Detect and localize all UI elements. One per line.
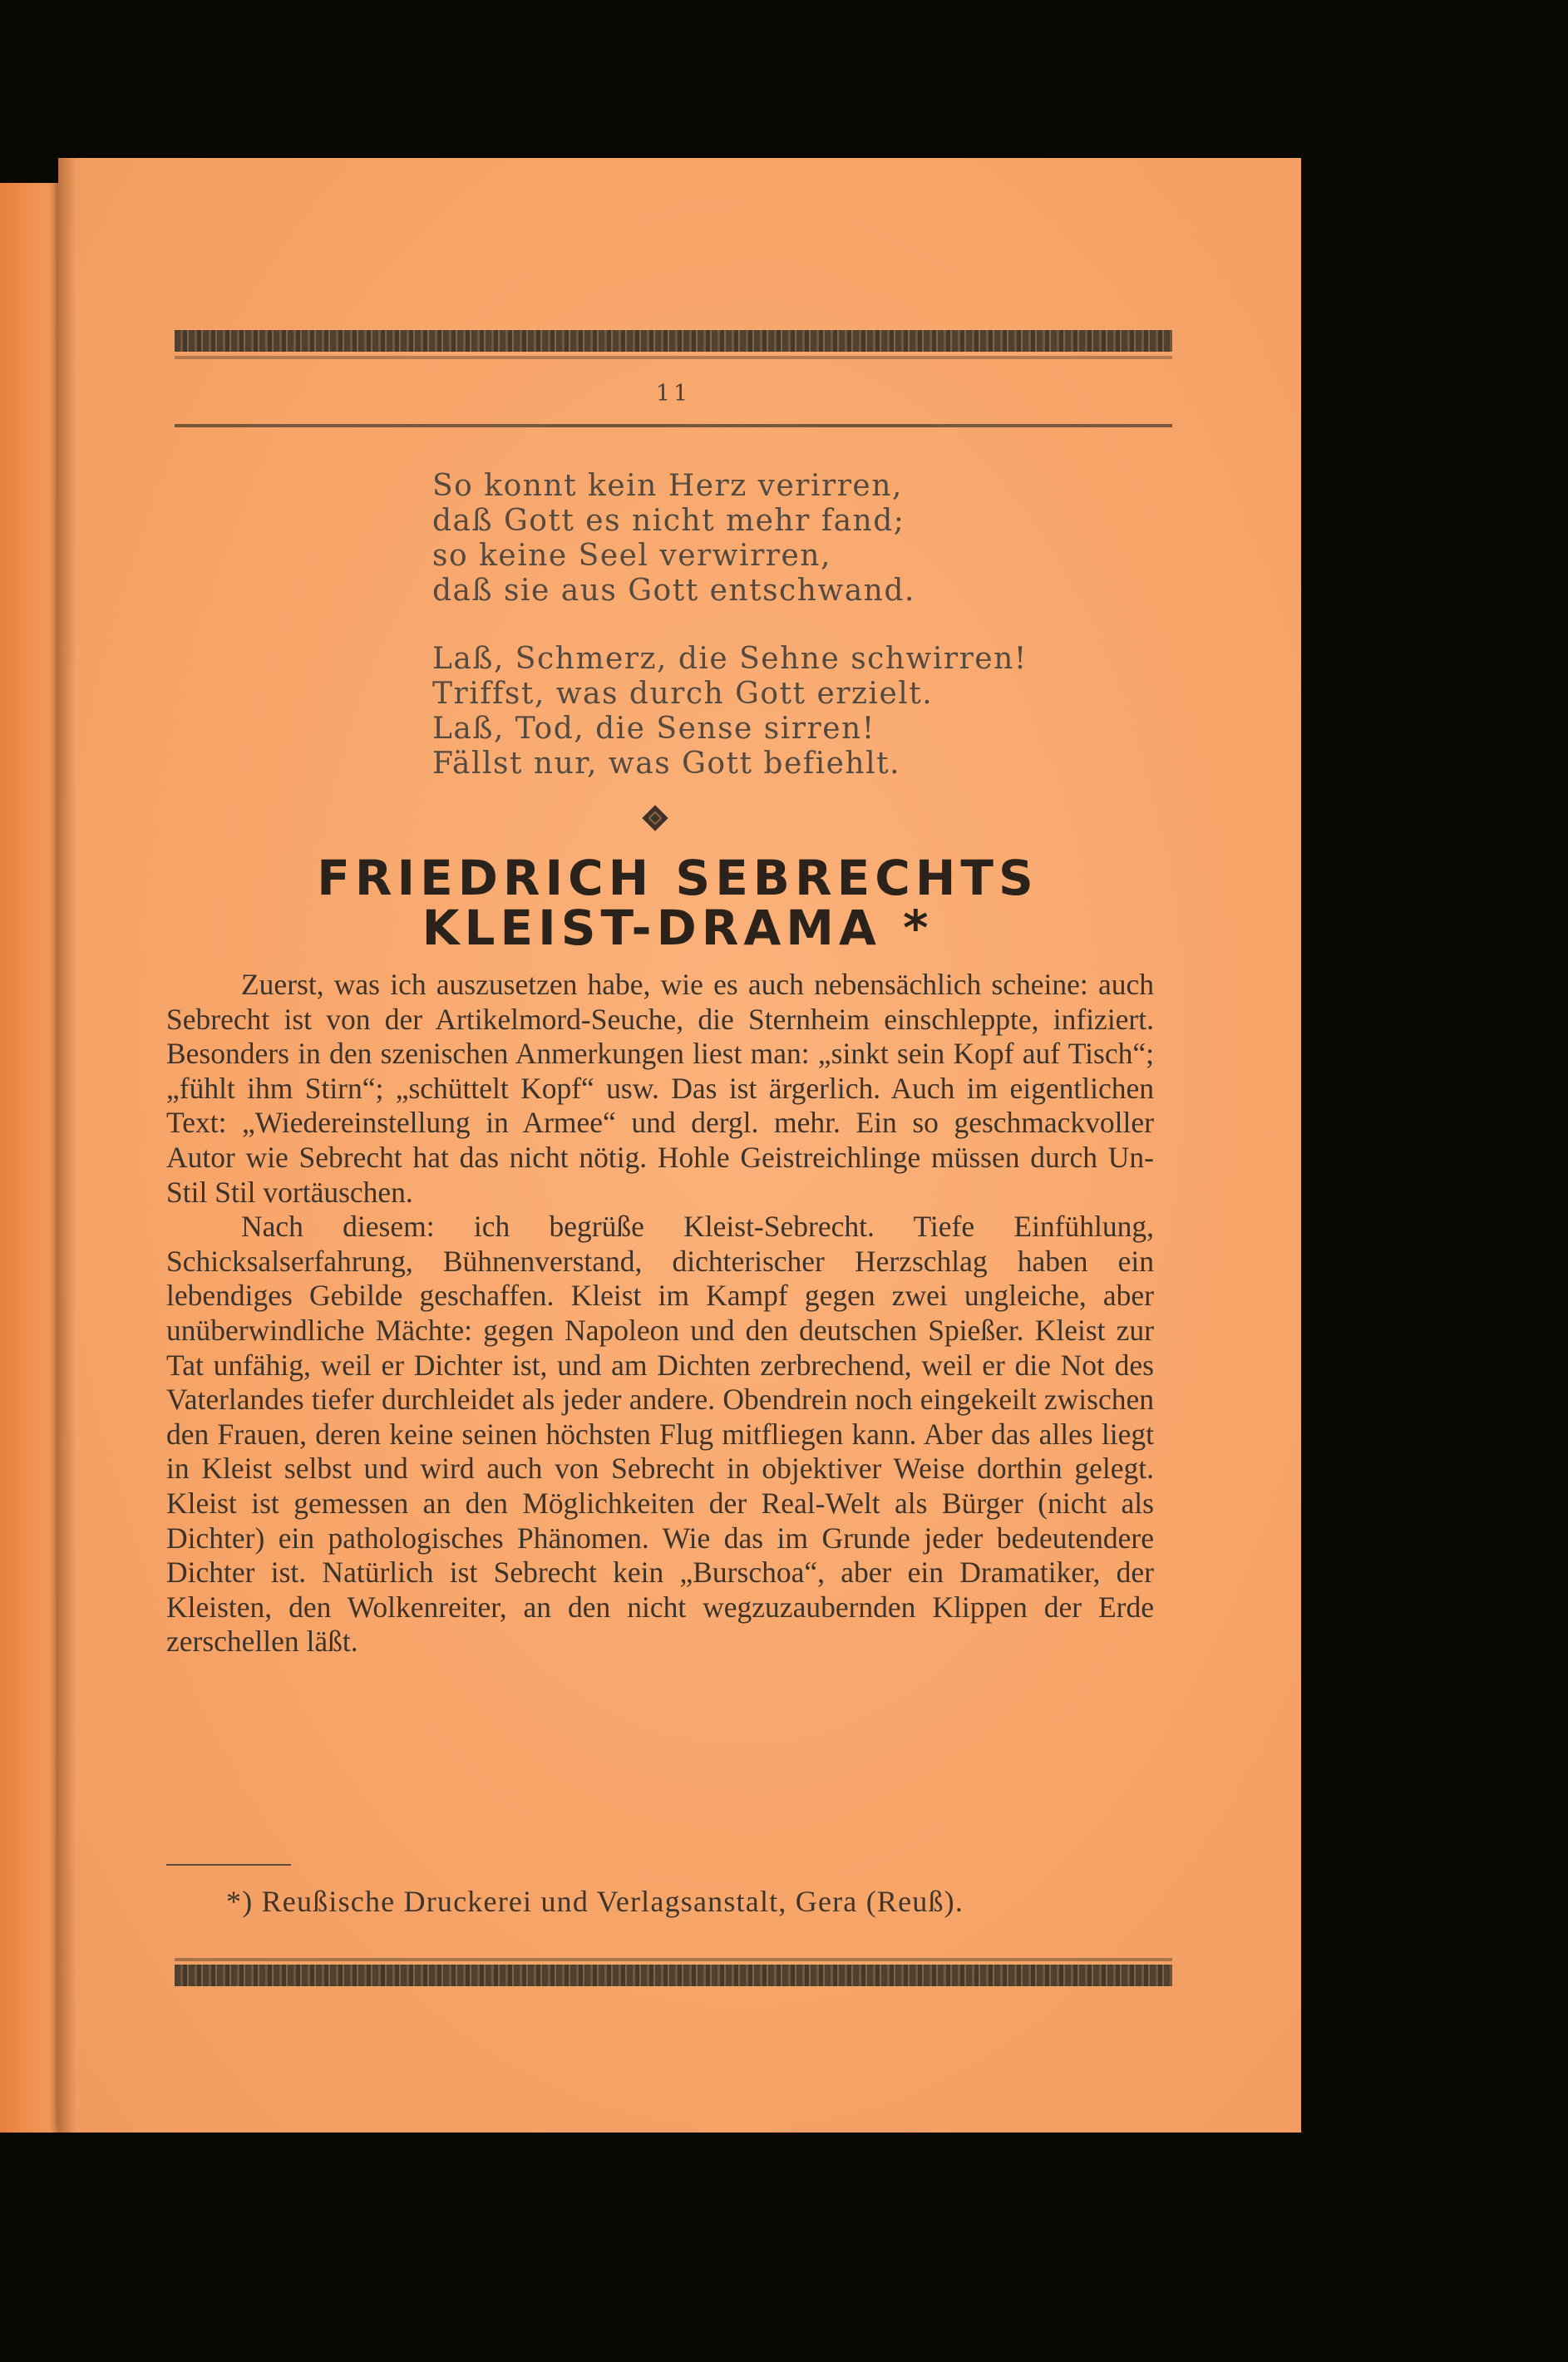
poem-line: So konnt kein Herz verirren, [432, 469, 903, 503]
article-paragraph: Nach diesem: ich begrüße Kleist-Sebrecht. Tiefe Einfühlung, Schicksalserfahrung, Bühnenverstand, dichterischer Herzschlag haben ein lebendiges Gebilde geschaffen. Kleist im Kampf gegen zwei ungleiche, aber unüberwindliche Mächte: gegen Napoleon und den deutschen Spießer. Kleist zur Tat unfähig, weil er Dichter ist, und am Dichten zerbrechend, weil er die Not des Vaterlandes tiefer durchleidet als jeder andere. Obendrein noch eingekeilt zwischen den Frauen, deren keine seinen höchsten Flug mitfliegen kann. Aber das alles liegt in Kleist selbst und wird auch von Sebrecht in objektiver Weise dorthin gelegt. Kleist ist gemessen an den Möglichkeiten der Real-Welt als Bürger (nicht als Dichter) ein pathologisches Phänomen. Wie das im Grunde jeder bedeutendere Dichter ist. Natürlich ist Sebrecht kein „Burschoa“, aber ein Dramatiker, der Kleisten, den Wolkenreiter, an den nicht wegzuzaubernden Klippen der Erde zerschellen läßt. [166, 1210, 1154, 1659]
footnote: *) Reußische Druckerei und Verlagsanstalt, Gera (Reuß). [226, 1885, 964, 1918]
page-gutter-shadow [58, 158, 76, 2133]
poem-line: Laß, Tod, die Sense sirren! [432, 712, 875, 746]
article-paragraph: Zuerst, was ich auszusetzen habe, wie es auch nebensächlich scheine: auch Sebrecht ist von der Artikelmord-Seuche, die Sternheim einschleppte, infiziert. Besonders in den szenischen Anmerkungen liest man: „sinkt sein Kopf auf Tisch“; „fühlt ihm Stirn“; „schüttelt Kopf“ usw. Das ist ärgerlich. Auch im eigentlichen Text: „Wiedereinstellung in Armee“ und dergl. mehr. Ein so geschmackvoller Autor wie Sebrecht hat das nicht nötig. Hohle Geistreichlinge müssen durch Un-Stil Stil vortäuschen. [166, 968, 1154, 1209]
bottom-ornament-band [175, 1965, 1172, 1986]
poem-stanza-2 [432, 642, 1097, 782]
top-ornament-band [175, 330, 1172, 352]
footnote-rule [166, 1864, 291, 1866]
poem-line: Triffst, was durch Gott erzielt. [432, 677, 934, 711]
article-title-line-1: FRIEDRICH SEBRECHTS [317, 850, 1038, 906]
article-body [166, 968, 1154, 1659]
poem-line: daß sie aus Gott entschwand. [432, 574, 915, 608]
poem-line: so keine Seel verwirren, [432, 539, 831, 573]
header-rule [175, 424, 1172, 427]
poem-line: daß Gott es nicht mehr fand; [432, 504, 905, 538]
top-ornament-rule [175, 356, 1172, 359]
bottom-ornament-rule [175, 1958, 1172, 1961]
page-number: 11 [655, 381, 692, 407]
poem-line: Fällst nur, was Gott befiehlt. [432, 747, 901, 781]
poem-line: Laß, Schmerz, die Sehne schwirren! [432, 642, 1028, 676]
article-title-line-2: KLEIST-DRAMA * [422, 900, 934, 956]
poem-stanza-1 [432, 469, 1097, 609]
